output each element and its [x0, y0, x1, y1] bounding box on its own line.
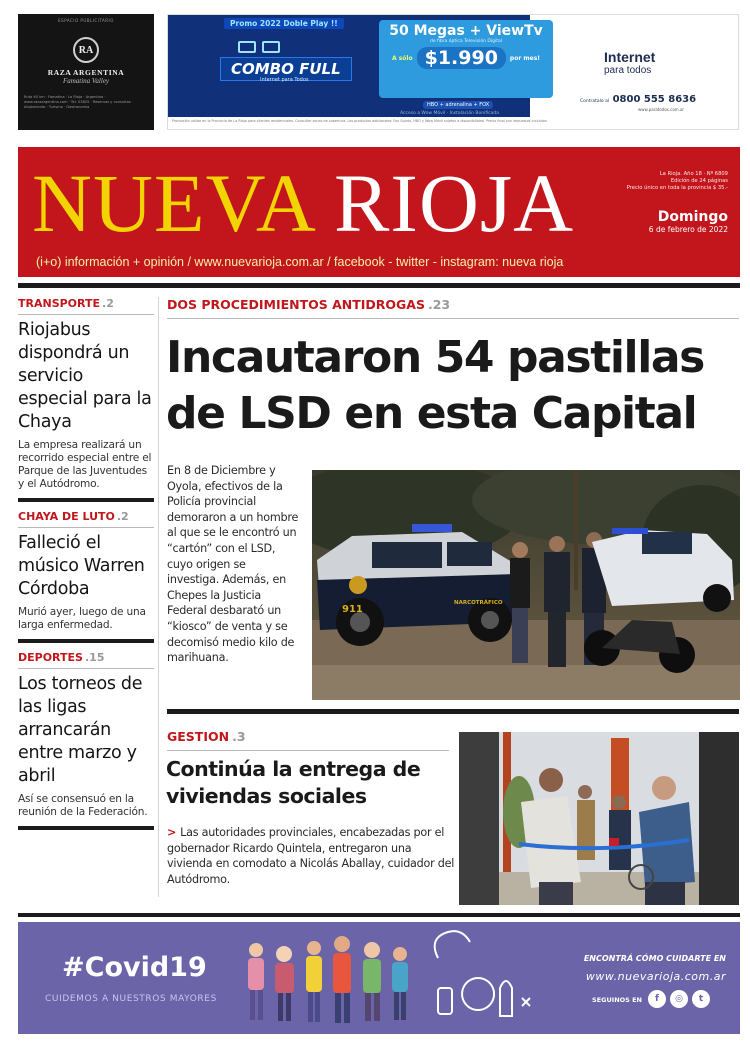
kicker-label: TRANSPORTE: [18, 297, 101, 310]
section-divider: [18, 639, 154, 643]
ad-offer-subtitle: de fibra óptica Televisión Digital: [430, 39, 502, 44]
story-headline[interactable]: Los torneos de las ligas arrancarán entre marzo y abril: [18, 674, 143, 786]
covid-hashtag: #Covid19: [62, 952, 207, 983]
kicker-label: DOS PROCEDIMIENTOS ANTIDROGAS: [167, 297, 425, 312]
chevron-right-icon: >: [167, 826, 177, 839]
section-divider: [18, 913, 740, 917]
story2-summary-text: Las autoridades provinciales, encabezadas por el gobernador Ricardo Quintela, entregaron una vivienda en comodato a Nicolás Aballay, cuidador del Autódromo.: [167, 826, 455, 886]
ad-phone-label: Contratalo al: [580, 99, 610, 104]
ad-brand-name: RAZA ARGENTINA: [47, 68, 125, 77]
ad-offer-title: 50 Megas + ViewTv: [389, 23, 543, 39]
edition-pages: Edición de 24 páginas: [670, 178, 728, 184]
story2-photo-illustration: [459, 732, 739, 905]
section-divider: [18, 498, 154, 502]
page-ref: .3: [232, 729, 246, 744]
instagram-icon[interactable]: ◎: [670, 990, 688, 1008]
edition-price: Precio único en toda la provincia $ 35.-: [626, 185, 728, 191]
ad-phone: [580, 94, 696, 105]
kicker-label: DEPORTES: [18, 651, 83, 664]
story2-headline[interactable]: Continúa la entrega de viviendas sociales: [166, 757, 421, 808]
section-divider: [18, 826, 154, 830]
elderly-people-icon: [238, 928, 538, 1032]
ra-logo-icon: RA: [73, 37, 99, 63]
story-summary: Así se consensuó en la reunión de la Federación.: [18, 793, 148, 818]
page-ref: .2: [102, 297, 114, 310]
ad-phone-number: 0800 555 8636: [612, 94, 697, 105]
edition-number: La Rioja. Año 18 · Nº 6809: [659, 171, 728, 177]
lead-summary: En 8 de Diciembre y Oyola, efectivos de la Policía provincial demoraron a un hombre al que se le encontró un “cartón” con el LSD, cuyo origen se investiga. Además, en Chepes la Justicia Federal desbarató un “kiosco” de venta y se decomisó medio kilo de marihuana.: [167, 464, 299, 665]
page-ref: .15: [84, 651, 105, 664]
kicker-divider: [18, 668, 154, 669]
masthead-divider: [18, 283, 740, 288]
story-summary: Murió ayer, luego de una larga enfermedad.: [18, 606, 146, 631]
covid-info-title: ENCONTRÁ CÓMO CUIDARTE EN: [583, 954, 726, 963]
ad-access-line: Acceso a Wow Móvil · Instalación Bonificada: [400, 111, 500, 116]
facebook-icon[interactable]: f: [648, 990, 666, 1008]
page-ref: .2: [116, 510, 129, 523]
story-summary: La empresa realizará un recorrido especial entre el Parque de las Juventudes y el Autódromo.: [18, 439, 152, 490]
covid-banner[interactable]: [18, 922, 740, 1034]
masthead-tagline: (i+o) información + opinión / www.nuevarioja.com.ar / facebook - twitter - instagram: nueva rioja: [36, 255, 564, 269]
ad-website: www.paratodos.com.ar: [638, 107, 685, 112]
ad-price-suffix: por mes!: [509, 54, 541, 62]
social-links: [648, 990, 710, 1008]
sidebar-story-chaya[interactable]: [18, 510, 154, 632]
sidebar-story-deportes[interactable]: [18, 651, 154, 819]
lead-kicker: [167, 297, 450, 312]
ad-channels-line: HBO + adrenalina + FOX: [423, 101, 493, 109]
title-word-nueva: NUEVA: [32, 157, 313, 249]
ad-legal-text: Promoción válida en la Provincia de La Rioja para clientes residenciales. Consultar zonas de cobertura. Los productos adicionales: Fox Sports, HBO y Wow Móvil sujetos a disponibilidad. Precio final con impuestos incluidos.: [168, 117, 738, 129]
kicker-divider: [167, 318, 739, 319]
ad-brand-line1: Internet: [604, 49, 656, 65]
ad-raza-argentina[interactable]: [18, 14, 154, 130]
ad-combo-badge: COMBO FULL: [220, 57, 352, 81]
ad-promo-label: Promo 2022 Doble Play !!: [224, 18, 344, 29]
tv-devices-icon: [238, 41, 280, 53]
kicker-divider: [18, 527, 154, 528]
story-kicker: [18, 297, 154, 310]
ad-tagline: Famatina Valley: [62, 77, 110, 85]
story2-kicker: [167, 729, 246, 744]
edition-full-date: 6 de febrero de 2022: [648, 225, 728, 234]
lead-photo-illustration: [312, 470, 740, 700]
kicker-divider: [167, 750, 449, 751]
edition-info: [627, 171, 728, 192]
car-unit-label: NARCOTRÁFICO: [454, 600, 503, 606]
ad-top-label: ESPACIO PUBLICITARIO: [58, 18, 114, 23]
story2-photo-ribbon-cutting[interactable]: [459, 732, 739, 905]
lead-photo-police-car[interactable]: [312, 470, 740, 700]
edition-weekday: Domingo: [657, 209, 728, 225]
car-number-label: 911: [342, 604, 363, 615]
newspaper-title[interactable]: [32, 153, 574, 253]
sidebar-story-transporte[interactable]: [18, 297, 154, 491]
ad-internet-para-todos[interactable]: [167, 14, 739, 130]
edition-date: [649, 209, 728, 234]
story-headline[interactable]: Falleció el músico Warren Córdoba: [18, 533, 145, 599]
title-word-rioja: RIOJA: [333, 157, 575, 249]
masthead: [18, 147, 740, 277]
lead-headline[interactable]: Incautaron 54 pastillas de LSD en esta Capital: [166, 332, 704, 439]
covid-subtitle: CUIDEMOS A NUESTROS MAYORES: [45, 994, 217, 1004]
kicker-divider: [18, 314, 154, 315]
ad-fine-print: Ruta 40 km · Famatina · La Rioja · Argentina · www.razaargentina.com · Tel. 03825 · Reservas y consultas · Alojamiento · Turismo · Gastronomía: [24, 95, 133, 109]
section-divider: [167, 709, 739, 714]
story-kicker: [18, 510, 154, 523]
kicker-label: GESTION: [167, 729, 230, 744]
story-kicker: [18, 651, 154, 664]
ad-offer-box: [379, 20, 553, 98]
ad-combo-subtitle: Internet para Todos: [260, 77, 309, 83]
twitter-icon[interactable]: t: [692, 990, 710, 1008]
covid-follow-label: SEGUINOS EN: [592, 996, 642, 1004]
page-ref: .23: [427, 297, 451, 312]
covid-info-url[interactable]: www.nuevarioja.com.ar: [585, 970, 726, 983]
sidebar-column: [18, 297, 154, 838]
ad-price-prefix: A sólo: [391, 54, 413, 62]
ad-price: $1.990: [417, 47, 506, 69]
ad-brand-line2: para todos: [604, 65, 652, 76]
kicker-label: CHAYA DE LUTO: [18, 510, 115, 523]
column-divider: [158, 297, 159, 897]
story-headline[interactable]: Riojabus dispondrá un servicio especial para la Chaya: [18, 320, 152, 432]
story2-summary: [167, 825, 459, 887]
internet-para-todos-logo: [604, 51, 655, 77]
